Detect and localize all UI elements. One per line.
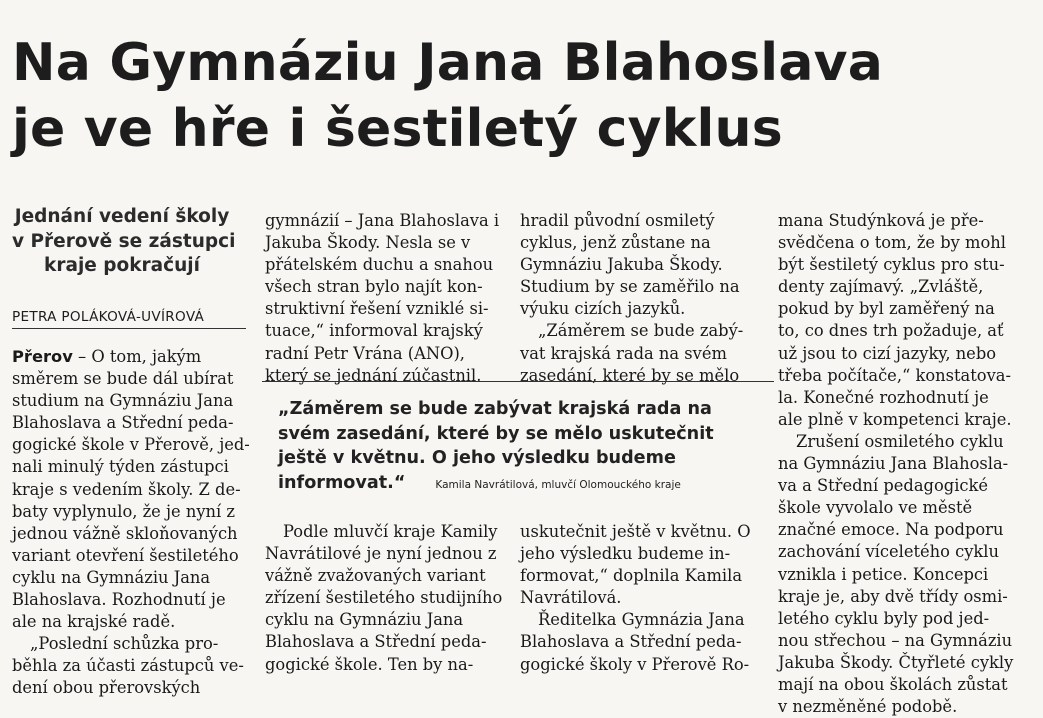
subheadline [12, 205, 236, 279]
subheadline-line: Jednání vedení školy [14, 206, 230, 227]
text-line: škole vyvolalo ve městě [778, 498, 973, 518]
text-line: pokud by byl zaměřený na [778, 299, 995, 319]
text-line: vznikla i petice. Koncepci [778, 564, 989, 584]
text-line: la. Konečné rozhodnutí je [778, 387, 989, 407]
paragraph [520, 521, 760, 609]
text-line: gogické škole. Ten by na- [265, 654, 474, 674]
paragraph [520, 210, 760, 320]
text-line: nali minulý týden zástupci [12, 457, 229, 477]
text-line: gymnázií – Jana Blahoslava i [265, 211, 500, 230]
text-line: už jsou to cizí jazyky, nebo [778, 343, 997, 363]
headline-line: je ve hře i šestiletý cyklus [12, 99, 783, 159]
text-line: to, co dnes trh požaduje, ať [778, 321, 1004, 341]
text-line: jeho výsledku budeme in- [520, 544, 731, 564]
paragraph [520, 320, 760, 386]
paragraph [778, 431, 1036, 718]
text-line: „Záměrem se bude zabý- [538, 321, 744, 341]
paragraph [265, 521, 505, 676]
text-line: na Gymnáziu Jana Blahosla- [778, 454, 1009, 474]
text-line: Jakuba Škody. Čtyřleté cykly [778, 652, 1014, 672]
article-column-3-top [520, 210, 760, 387]
text-line: uskutečnit ještě v květnu. O [520, 522, 751, 541]
text-line: mají na obou školách zůstat [778, 674, 1008, 694]
text-line: v nezměněné podobě. [778, 697, 958, 717]
text-line: radní Petr Vrána (ANO), [265, 343, 465, 363]
text-line: směrem se bude dál ubírat [12, 369, 234, 389]
text-line: který se jednání zúčastnil. [265, 365, 482, 385]
text-line: Zrušení osmiletého cyklu [796, 431, 1004, 451]
subheadline-line: v Přerově se zástupci [12, 230, 236, 252]
text-line: běhla za účasti zástupců ve- [12, 656, 244, 676]
paragraph [12, 633, 248, 699]
text-line: výuku cizích jazyků. [520, 299, 686, 319]
pull-quote-text: informovat.“ [278, 472, 406, 493]
text-line: vážně zvažovaných variant [265, 566, 486, 586]
text-line: zachování víceletého cyklu [778, 542, 999, 562]
text-line: jednou vážně skloňovaných [12, 523, 238, 543]
paragraph [12, 346, 248, 633]
text-line: Navrátilové je nyní jednou z [265, 544, 497, 564]
author-byline: PETRA POLÁKOVÁ-UVÍROVÁ [12, 309, 246, 329]
text-line: vat krajská rada na svém [520, 343, 727, 363]
article-column-2-top [265, 210, 505, 387]
text-line: cyklu na Gymnáziu Jana [265, 610, 464, 630]
paragraph [265, 210, 505, 387]
text-line: Blahoslava. Rozhodnutí je [12, 590, 226, 610]
pull-quote [278, 397, 748, 497]
pull-quote-attribution: Kamila Navrátilová, mluvčí Olomouckého kraje [435, 478, 681, 491]
text-line: Navrátilová. [520, 588, 622, 608]
text-line: všech stran bylo najít kon- [265, 277, 483, 297]
text-fragment: – O tom, jakým [72, 347, 202, 366]
pull-quote-line: ještě v květnu. O jeho výsledku budeme [278, 448, 676, 468]
text-line: přátelském duchu a snahou [265, 255, 494, 275]
text-line: Gymnáziu Jakuba Škody. [520, 255, 723, 275]
pull-quote-line [278, 471, 748, 498]
text-line: gogické škole v Přerově, jed- [12, 435, 250, 455]
headline-line: Na Gymnáziu Jana Blahoslava [12, 33, 883, 93]
text-line: svědčena o tom, že by mohl [778, 233, 1006, 253]
text-line: Blahoslava a Střední peda- [265, 632, 487, 652]
text-line: cyklu na Gymnáziu Jana [12, 567, 211, 587]
text-line: „Poslední schůzka pro- [30, 634, 219, 654]
text-line: Blahoslava a Střední peda- [12, 413, 234, 433]
text-line: mana Studýnková je pře- [778, 211, 984, 230]
pull-quote-line: „Záměrem se bude zabývat krajská rada na [278, 399, 712, 419]
text-line: zasedání, které by se mělo [520, 365, 740, 385]
text-line: třeba počítače,“ konstatova- [778, 365, 1012, 385]
paragraph [520, 609, 760, 675]
text-line: ale plně v kompetenci kraje. [778, 409, 1012, 429]
article-column-3-bottom [520, 521, 760, 676]
text-line: zřízení šestiletého studijního [265, 588, 503, 608]
pull-quote-line: svém zasedání, které by se mělo uskutečnit [278, 423, 714, 444]
text-line: kraje s vedením školy. Z de- [12, 479, 241, 499]
article-column-2-bottom [265, 521, 505, 676]
text-line: být šestiletý cyklus pro stu- [778, 255, 1005, 275]
text-line: Studium by se zaměřilo na [520, 277, 740, 297]
subheadline-line: kraje pokračují [44, 255, 200, 276]
text-line: letého cyklu byly pod jed- [778, 608, 990, 628]
article-column-4 [778, 210, 1036, 718]
headline [12, 30, 883, 162]
text-line: Blahoslava a Střední peda- [520, 632, 742, 652]
text-line: denty zajímavý. „Zvláště, [778, 277, 984, 297]
text-line: značné emoce. Na podporu [778, 520, 1004, 540]
text-line: hradil původní osmiletý [520, 211, 715, 230]
pullquote-divider [262, 381, 774, 382]
text-line: nou střechou – na Gymnáziu [778, 630, 1013, 650]
text-line: tuace,“ informoval krajský [265, 321, 483, 341]
text-line: variant otevření šestiletého [12, 545, 239, 565]
text-line: ale na krajské radě. [12, 612, 176, 632]
article-column-1 [12, 346, 248, 700]
dateline: Přerov [12, 347, 73, 366]
text-line: struktivní řešení vzniklé si- [265, 299, 489, 319]
text-line: dení obou přerovských [12, 678, 201, 698]
text-line: gogické školy v Přerově Ro- [520, 654, 750, 674]
paragraph [778, 210, 1036, 431]
text-line: Podle mluvčí kraje Kamily [283, 522, 498, 541]
text-line: formovat,“ doplnila Kamila [520, 566, 743, 586]
text-line [12, 346, 248, 368]
text-line: baty vyplynulo, že je nyní z [12, 501, 235, 521]
text-line: studium na Gymnáziu Jana [12, 391, 234, 411]
text-line: Ředitelka Gymnázia Jana [538, 610, 745, 630]
text-line: Jakuba Škody. Nesla se v [265, 233, 471, 253]
text-line: kraje je, aby dvě třídy osmi- [778, 586, 1008, 606]
text-line: cyklus, jenž zůstane na [520, 233, 711, 253]
text-line: va a Střední pedagogické [778, 476, 989, 496]
